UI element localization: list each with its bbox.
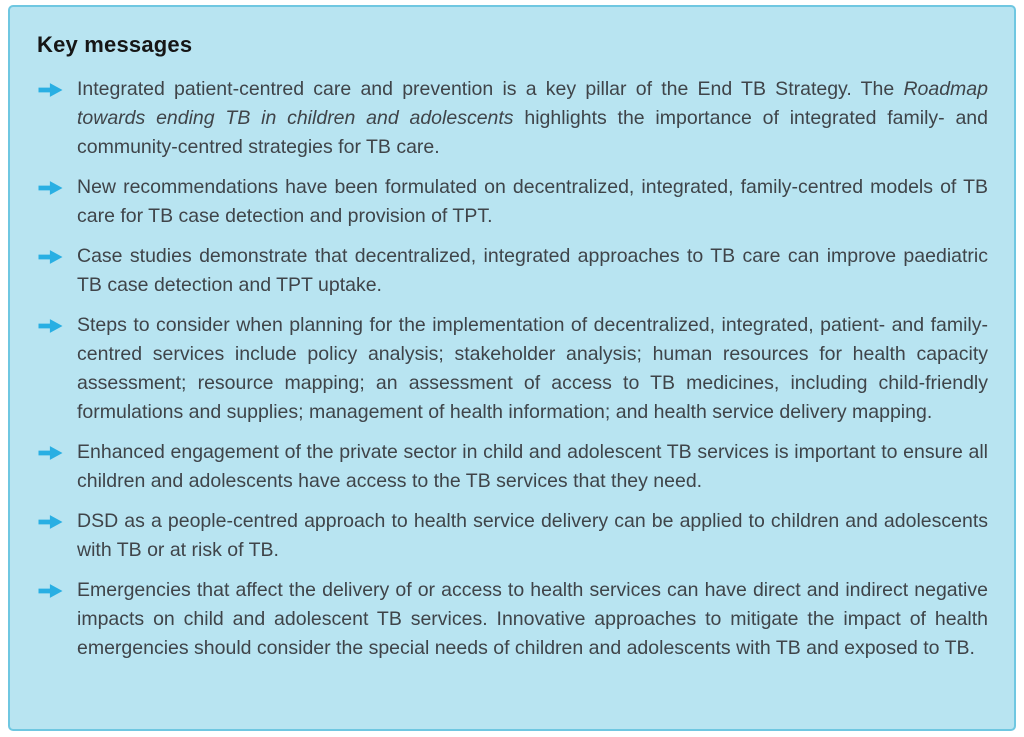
key-message-text: Steps to consider when planning for the implementation of decentralized, integrated, patient- and family-centred services include policy analysis; stakeholder analysis; human resources for health capacity assessment; resource mapping; an assessment of access to TB medicines, including child-friendly formulations and supplies; management of health information; and health service delivery mapping. bbox=[77, 314, 988, 423]
key-message-item bbox=[37, 242, 988, 300]
key-message-item bbox=[37, 311, 988, 427]
key-message-text: DSD as a people-centred approach to health service delivery can be applied to children and adolescents with TB or at risk of TB. bbox=[77, 510, 988, 561]
key-message-text: Emergencies that affect the delivery of or access to health services can have direct and indirect negative impacts on child and adolescent TB services. Innovative approaches to mitigate the impact of health emergencies should consider the special needs of children and adolescents with TB and exposed to TB. bbox=[77, 579, 988, 659]
arrow-right-icon bbox=[37, 438, 64, 462]
arrow-right-icon bbox=[37, 242, 64, 266]
key-message-item bbox=[37, 576, 988, 663]
panel-title: Key messages bbox=[37, 32, 193, 57]
arrow-right-icon bbox=[37, 507, 64, 531]
arrow-right-icon bbox=[37, 576, 64, 600]
arrow-right-icon bbox=[37, 75, 64, 99]
key-message-text: New recommendations have been formulated on decentralized, integrated, family-centred models of TB care for TB case detection and provision of TPT. bbox=[77, 176, 988, 227]
key-messages-panel bbox=[8, 5, 1016, 731]
key-message-text: Enhanced engagement of the private sector in child and adolescent TB services is important to ensure all children and adolescents have access to the TB services that they need. bbox=[77, 441, 988, 492]
key-message-item bbox=[37, 173, 988, 231]
arrow-right-icon bbox=[37, 311, 64, 335]
key-messages-list bbox=[37, 75, 988, 663]
key-message-text: Case studies demonstrate that decentralized, integrated approaches to TB care can improve paediatric TB case detection and TPT uptake. bbox=[77, 245, 988, 296]
key-message-item bbox=[37, 507, 988, 565]
key-message-item bbox=[37, 438, 988, 496]
arrow-right-icon bbox=[37, 173, 64, 197]
key-message-text: Integrated patient-centred care and prevention is a key pillar of the End TB Strategy. The Roadmap towards ending TB in children and adolescents highlights the importance of integrated family- and community-centred strategies for TB care. bbox=[77, 78, 988, 158]
key-message-item bbox=[37, 75, 988, 162]
